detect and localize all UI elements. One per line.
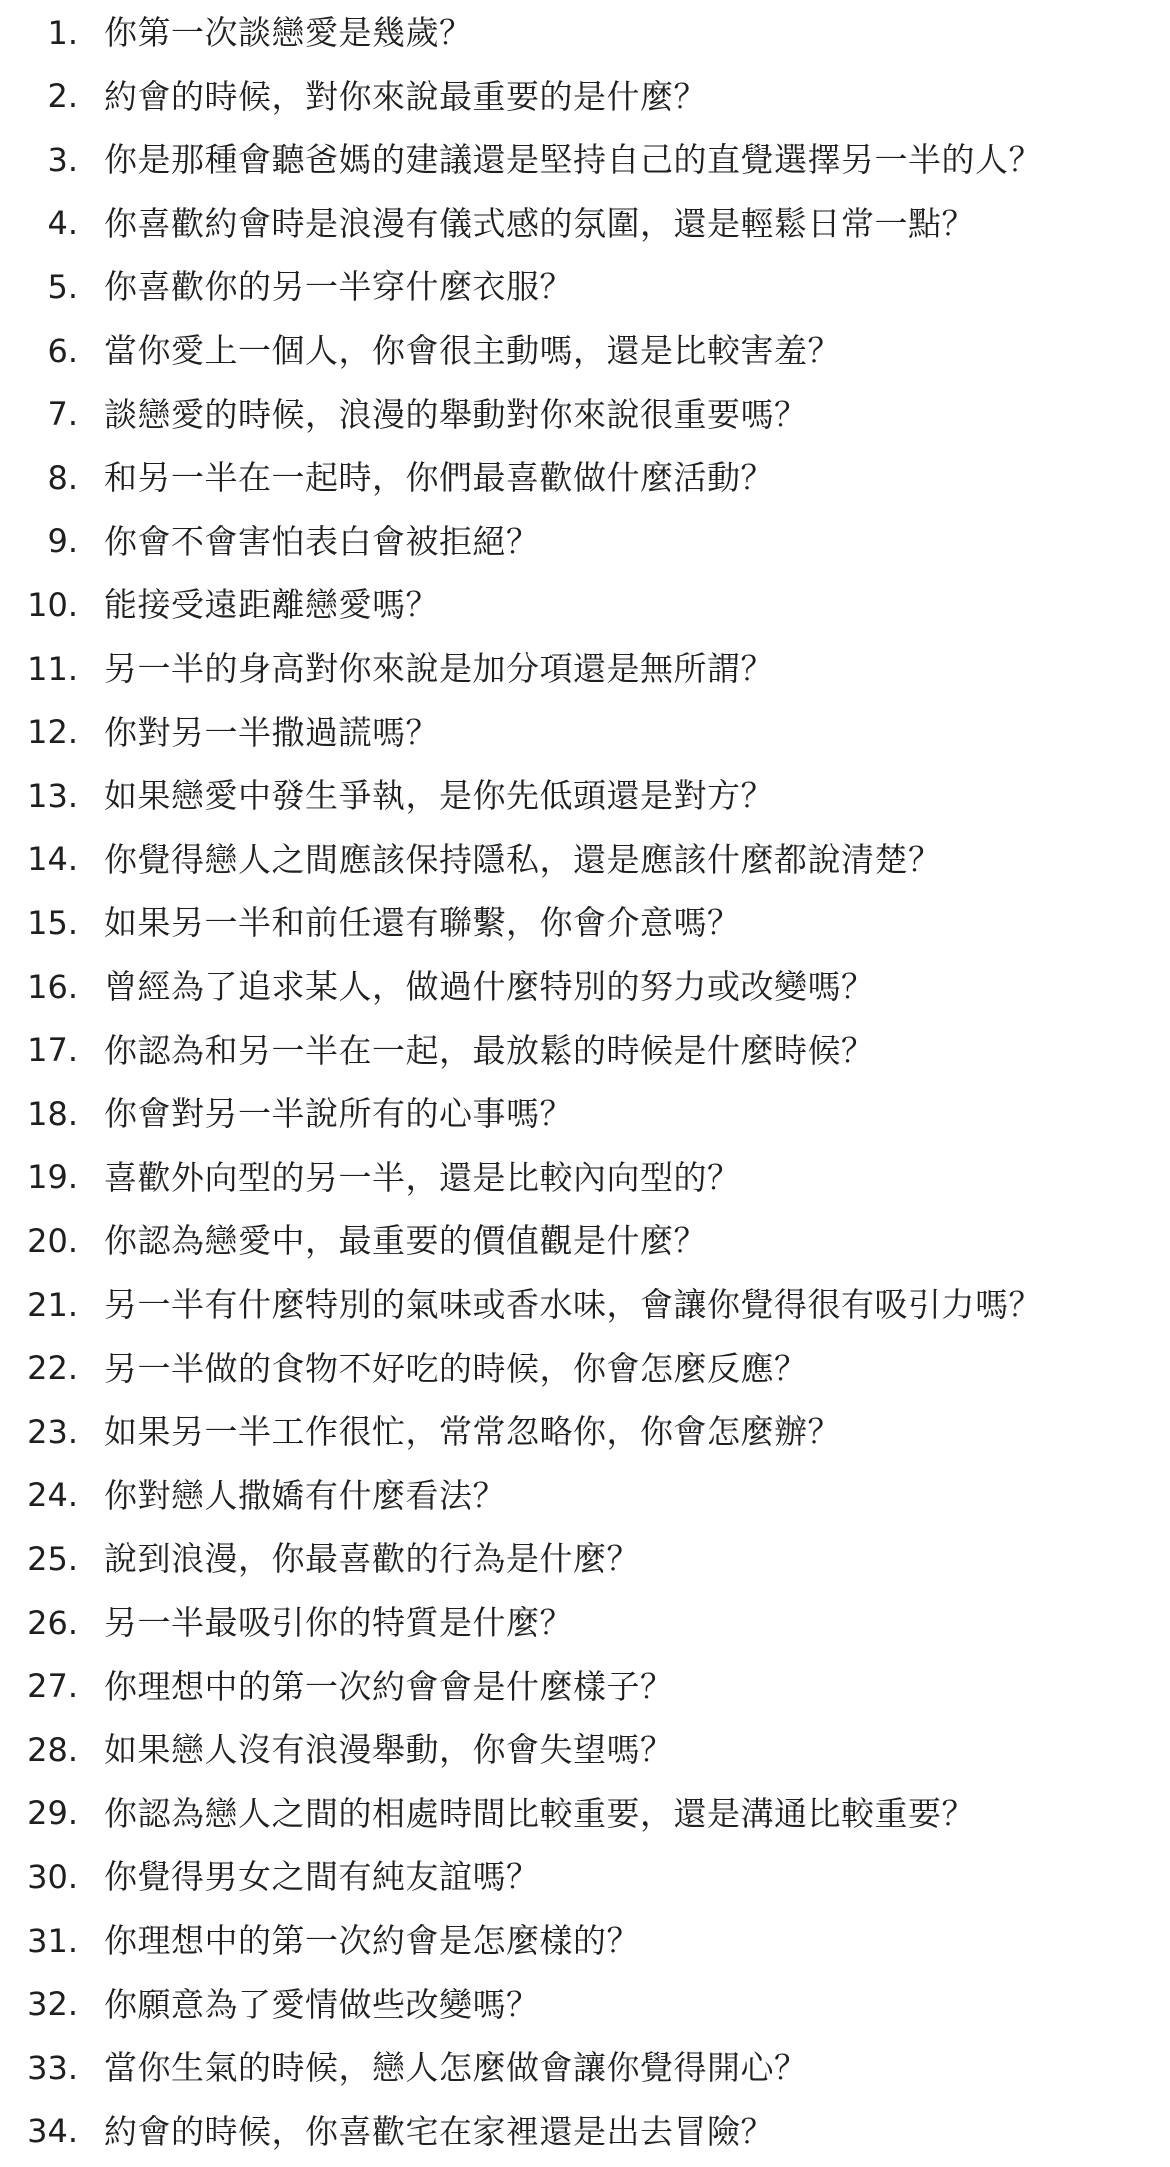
question-number: 17. bbox=[27, 1031, 78, 1070]
question-item bbox=[0, 701, 1170, 764]
question-item bbox=[0, 1718, 1170, 1781]
question-item bbox=[0, 2036, 1170, 2099]
question-text: 你會對另一半說所有的心事嗎？ bbox=[104, 1094, 573, 1134]
question-number: 25. bbox=[27, 1539, 78, 1578]
question-item bbox=[0, 1400, 1170, 1463]
question-text: 你認為戀人之間的相處時間比較重要，還是溝通比較重要？ bbox=[104, 1793, 975, 1833]
question-number: 14. bbox=[27, 840, 78, 879]
question-item bbox=[0, 764, 1170, 827]
question-text: 你覺得男女之間有純友誼嗎？ bbox=[104, 1857, 540, 1897]
question-text: 你對戀人撒嬌有什麼看法？ bbox=[104, 1475, 506, 1515]
question-number: 31. bbox=[27, 1921, 78, 1960]
question-number: 8. bbox=[47, 458, 78, 497]
question-text: 說到浪漫，你最喜歡的行為是什麼？ bbox=[104, 1539, 640, 1579]
question-item bbox=[0, 255, 1170, 318]
question-number: 33. bbox=[27, 2048, 78, 2087]
question-number: 15. bbox=[27, 903, 78, 942]
question-item bbox=[0, 1527, 1170, 1590]
question-item bbox=[0, 1146, 1170, 1209]
question-number: 26. bbox=[27, 1603, 78, 1642]
question-item bbox=[0, 1655, 1170, 1718]
question-item bbox=[0, 1082, 1170, 1145]
question-text: 當你生氣的時候，戀人怎麼做會讓你覺得開心？ bbox=[104, 2048, 808, 2088]
question-text: 約會的時候，你喜歡宅在家裡還是出去冒險？ bbox=[104, 2111, 774, 2151]
question-number: 28. bbox=[27, 1730, 78, 1769]
question-item bbox=[0, 1273, 1170, 1336]
question-number: 7. bbox=[47, 395, 78, 434]
question-text: 你理想中的第一次約會是怎麼樣的？ bbox=[104, 1921, 640, 1960]
question-number: 27. bbox=[27, 1667, 78, 1706]
question-number: 23. bbox=[27, 1412, 78, 1451]
question-text: 你對另一半撒過謊嗎？ bbox=[104, 712, 439, 752]
question-text: 和另一半在一起時，你們最喜歡做什麼活動？ bbox=[104, 458, 774, 498]
question-number: 22. bbox=[27, 1349, 78, 1388]
question-text: 另一半有什麼特別的氣味或香水味，會讓你覺得很有吸引力嗎？ bbox=[104, 1285, 1042, 1324]
question-number: 1. bbox=[47, 13, 78, 52]
question-text: 另一半做的食物不好吃的時候，你會怎麼反應？ bbox=[104, 1348, 808, 1388]
question-number: 19. bbox=[27, 1158, 78, 1197]
question-number: 9. bbox=[47, 522, 78, 561]
question-item bbox=[0, 1019, 1170, 1082]
question-item bbox=[0, 1, 1170, 64]
question-text: 你認為和另一半在一起，最放鬆的時候是什麼時候？ bbox=[104, 1030, 875, 1070]
question-number: 30. bbox=[27, 1857, 78, 1896]
question-item bbox=[0, 1209, 1170, 1272]
question-item bbox=[0, 891, 1170, 954]
question-item bbox=[0, 2100, 1170, 2163]
question-text: 如果戀愛中發生爭執，是你先低頭還是對方？ bbox=[104, 776, 774, 816]
question-item bbox=[0, 1337, 1170, 1400]
question-item bbox=[0, 383, 1170, 446]
question-item bbox=[0, 1782, 1170, 1845]
question-text: 如果另一半工作很忙，常常忽略你，你會怎麼辦？ bbox=[104, 1412, 841, 1452]
question-item bbox=[0, 955, 1170, 1018]
question-text: 你第一次談戀愛是幾歲？ bbox=[104, 13, 473, 52]
question-text: 曾經為了追求某人，做過什麼特別的努力或改變嗎？ bbox=[104, 967, 875, 1006]
question-item bbox=[0, 319, 1170, 382]
question-item bbox=[0, 637, 1170, 700]
question-text: 另一半的身高對你來說是加分項還是無所謂？ bbox=[104, 649, 774, 688]
question-item bbox=[0, 510, 1170, 573]
question-item bbox=[0, 128, 1170, 191]
question-number: 18. bbox=[27, 1094, 78, 1133]
question-number: 34. bbox=[27, 2112, 78, 2151]
question-number: 6. bbox=[47, 331, 78, 370]
question-text: 談戀愛的時候，浪漫的舉動對你來說很重要嗎？ bbox=[104, 394, 808, 434]
question-text: 你覺得戀人之間應該保持隱私，還是應該什麼都說清楚？ bbox=[104, 839, 942, 879]
question-number: 32. bbox=[27, 1985, 78, 2024]
question-number: 12. bbox=[27, 713, 78, 752]
question-item bbox=[0, 828, 1170, 891]
question-text: 當你愛上一個人，你會很主動嗎，還是比較害羞？ bbox=[104, 331, 841, 370]
question-text: 另一半最吸引你的特質是什麼？ bbox=[104, 1603, 573, 1642]
question-item bbox=[0, 1591, 1170, 1654]
question-number: 24. bbox=[27, 1476, 78, 1515]
question-text: 你認為戀愛中，最重要的價值觀是什麼？ bbox=[104, 1221, 707, 1261]
question-text: 約會的時候，對你來說最重要的是什麼？ bbox=[104, 76, 707, 116]
question-text: 你願意為了愛情做些改變嗎？ bbox=[104, 1984, 540, 2024]
question-item bbox=[0, 446, 1170, 509]
question-item bbox=[0, 65, 1170, 128]
question-item bbox=[0, 1909, 1170, 1972]
question-text: 你會不會害怕表白會被拒絕？ bbox=[104, 521, 540, 561]
question-item bbox=[0, 1845, 1170, 1908]
question-number: 11. bbox=[27, 649, 78, 688]
question-item bbox=[0, 1973, 1170, 2036]
question-number: 5. bbox=[47, 267, 78, 306]
question-number: 29. bbox=[27, 1794, 78, 1833]
question-text: 你是那種會聽爸媽的建議還是堅持自己的直覺選擇另一半的人？ bbox=[104, 140, 1042, 180]
question-text: 如果另一半和前任還有聯繫，你會介意嗎？ bbox=[104, 903, 741, 943]
question-number: 3. bbox=[47, 140, 78, 179]
question-item bbox=[0, 192, 1170, 255]
question-text: 你喜歡你的另一半穿什麼衣服？ bbox=[104, 267, 573, 307]
question-number: 2. bbox=[47, 77, 78, 116]
question-number: 20. bbox=[27, 1221, 78, 1260]
question-text: 喜歡外向型的另一半，還是比較內向型的？ bbox=[104, 1157, 741, 1197]
question-number: 16. bbox=[27, 967, 78, 1006]
question-item bbox=[0, 1464, 1170, 1527]
question-text: 能接受遠距離戀愛嗎？ bbox=[104, 585, 439, 625]
question-text: 你理想中的第一次約會會是什麼樣子？ bbox=[104, 1666, 674, 1706]
question-number: 21. bbox=[27, 1285, 78, 1324]
question-number: 4. bbox=[47, 204, 78, 243]
question-text: 你喜歡約會時是浪漫有儀式感的氛圍，還是輕鬆日常一點？ bbox=[104, 203, 975, 243]
question-number: 10. bbox=[27, 585, 78, 624]
question-item bbox=[0, 573, 1170, 636]
question-text: 如果戀人沒有浪漫舉動，你會失望嗎？ bbox=[104, 1730, 674, 1770]
question-number: 13. bbox=[27, 776, 78, 815]
